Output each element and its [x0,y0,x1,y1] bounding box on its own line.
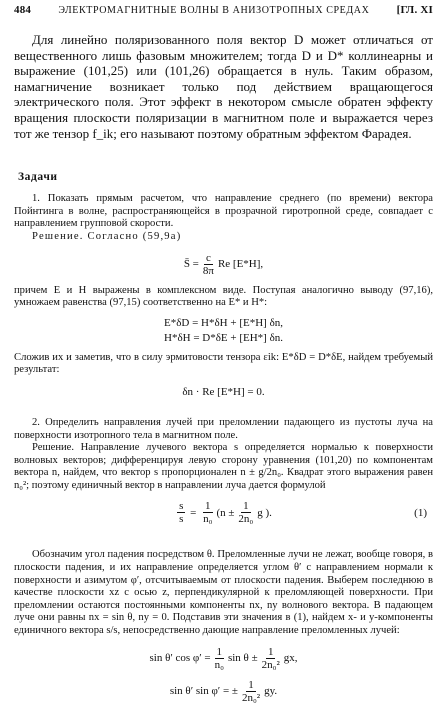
equation-ray-direction: $\frac{s}{s}$ = $\frac{1}{\text{n₀}}$ (n ± $\frac{1}{\text{2n₀}}$ g ). (1) [179,500,427,526]
equation-final-2 [14,679,433,704]
section-title: Задачи [18,171,58,184]
equation-system [14,316,433,346]
problem2-continuation: Обозначим угол падения посредством θ. Преломленные лучи не лежат, вообще говоря, в плоскости падения, и их направление определяется углом θ′ с направлением нормали к поверхности и азимутом φ′, отсчитываемым от плоскости падения. Выберем последнюю в качестве плоскости xz с осью z, перпендикулярной к преломляющей поверхности. При преломлении остаются постоянными компоненты nx, ny волнового вектора. В падающем луче они равны nx = sin θ, ny = 0. Подставив эти значения в (1), найдем x- и y-компоненты единичного вектора s/s, непосредственно дающие направление преломленных лучей: [14,549,433,637]
eq-coef-fraction [201,500,214,525]
eq-final1-frac1 [213,646,226,671]
equation-result: δn · Re [E*H] = 0. [182,385,265,398]
eq-final1-left: sin θ′ cos φ′ = [149,652,211,665]
eq-final1-frac2-num: 1 [267,645,274,658]
eq-lhs-den: s [179,513,184,526]
running-header [14,4,433,16]
eq-final1-frac2-den: 2n₀² [261,658,280,671]
eq-coef-num: 1 [205,500,211,513]
eq-inner-den: 2n₀ [238,513,254,526]
equation-final-1 [14,646,433,671]
eq-lhs-fraction [177,500,185,525]
chapter-label: [ГЛ. XI [396,4,433,16]
page-number: 484 [14,4,32,16]
problem2-statement: 2. Определить направления лучей при преломлении падающего из пустоты луча на поверхности изотропного тела в магнитном поле. [14,416,433,441]
eq-inner-right: g ). [257,506,272,519]
eq1-lhs: S̄ = [183,258,199,271]
eq-inner-fraction [236,500,255,525]
problem1-text3: Сложив их и заметив, что в силу эрмитовости тензора εik: E*δD = D*δE, найдем требуемый результат: [14,351,433,376]
eq-final1-frac1-den: n₀ [214,658,224,671]
eq-inner-left: (n ± [216,506,235,519]
eq-final2-frac-den: 2n₀² [241,691,261,704]
eq2-line2: H*δH = D*δE + [EH*] δn. [164,331,283,344]
eq-lhs-num: s [179,500,184,513]
eq1-rhs: Re [E*H], [217,258,264,271]
eq-final1-mid: sin θ ± [227,652,258,665]
eq-final2-right: gy. [264,685,278,698]
intro-paragraph: Для линейно поляризованного поля вектор D может отличаться от вещественного лишь фазовым множителем; тогда D и D* коллинеарны и выражение (101,25) или (101,26) обращается в нуль. Таким образом, намагничение возникает только под действием вращающегося электрического поля. Этот эффект в некотором смысле обратен эффекту вращения плоскости поляризации в магнитном поле и выражается через тот же тензор f_ik; его называют поэтому обратным эффектом Фарадея. [14,32,433,141]
eq-final1-frac2 [260,646,282,671]
eq-coef-den: n₀ [203,513,213,526]
eq-final2-frac-num: 1 [248,678,254,691]
eq-final1-frac1-num: 1 [216,645,223,658]
eq1-denominator: 8π [202,264,214,277]
equation-number: (1) [414,506,427,519]
eq1-numerator: c [205,251,211,264]
problem2-solution: Решение. Направление лучевого вектора s определяется нормалью к поверхности волновых векторов; дифференцируя левую сторону уравнения (101,20) по компонентам вектора n, найдем, что вектор s пропорционален n ± g/2n₀. Квадрат этого выражения равен n₀²; поэтому единичный вектор в направлении луча дается формулой [14,442,433,491]
problem1-solution-intro: Решение. Согласно (59,9а) [32,230,182,242]
problem1-text2: причем E и H выражены в комплексном виде. Поступая аналогично выводу (97,16), умножаем равенства (97,15) соответственно на E* и H*: [14,284,433,309]
eq-final2-frac [240,679,262,704]
problem1-statement: 1. Показать прямым расчетом, что направление среднего (по времени) вектора Пойнтинга в волне, распространяющейся в прозрачной гиротропной среде, совпадает с направлением групповой скорости. [14,193,433,230]
equation-poynting [14,252,433,277]
running-title: ЭЛЕКТРОМАГНИТНЫЕ ВОЛНЫ В АНИЗОТРОПНЫХ СРЕДАХ [58,5,370,16]
eq1-fraction [201,252,216,277]
eq2-line1: E*δD = H*δH + [E*H] δn, [164,316,283,329]
eq-final1-right: gx, [283,652,298,665]
eq-final2-left: sin θ′ sin φ′ = ± [169,685,238,698]
eq-inner-num: 1 [243,500,249,513]
